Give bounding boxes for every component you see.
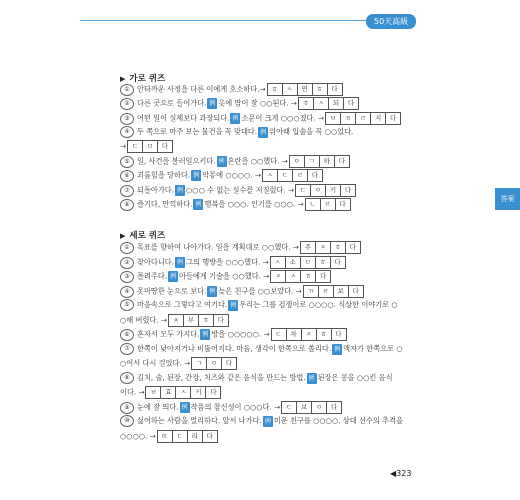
clue-text: 한쪽이 낮아지거나 비뚤어지다. 마음, 생각이 한쪽으로 쏠리다. bbox=[137, 344, 332, 353]
clue-number: ⑤ bbox=[120, 299, 134, 311]
example-tag: 例 bbox=[170, 273, 177, 280]
example-tag: 例 bbox=[230, 301, 237, 309]
clue-row bbox=[120, 314, 400, 327]
answer-cell: 다 bbox=[343, 97, 359, 110]
clue-text: 두 쪽으로 마주 보는 물건을 꼭 맞대다. bbox=[137, 127, 258, 136]
answer-cell: ㄷ bbox=[277, 169, 293, 182]
example-tag: 例 bbox=[193, 172, 200, 179]
clue-text: 김치, 술, 된장, 간장, 치즈와 같은 음식을 만드는 방법. bbox=[137, 373, 306, 382]
example-tag: 例 bbox=[195, 201, 202, 208]
clue-number: ⑥ bbox=[120, 170, 134, 182]
answer-cell: ㅅ bbox=[282, 83, 298, 96]
example-tag: 例 bbox=[209, 100, 216, 107]
clue-example-text: 아들에게 기술을 ○○했다. → bbox=[179, 271, 270, 281]
clue-text: 되돌아가다. bbox=[137, 185, 175, 195]
answer-cell: 키 bbox=[325, 184, 341, 197]
answer-boxes bbox=[128, 140, 173, 153]
clue-number: ① bbox=[120, 242, 134, 254]
answer-cell: 되 bbox=[328, 97, 344, 110]
answer-cell: 부 bbox=[183, 314, 199, 327]
answer-cell: 다 bbox=[315, 270, 331, 283]
answer-cell: ㄹ bbox=[355, 112, 371, 125]
answer-cell: ㅍ bbox=[340, 112, 356, 125]
clue-text: 안타까운 사정을 다른 이에게 호소하다.→ bbox=[137, 84, 266, 94]
clue-example-text: 행복을 ○○○. 인기를 ○○○. → bbox=[204, 199, 304, 209]
clue-row bbox=[120, 357, 400, 370]
clue-text: → bbox=[120, 141, 127, 151]
answer-cell: ㅅ bbox=[270, 256, 286, 269]
answer-cell: 연 bbox=[297, 83, 313, 96]
clue-example-text: 위아래 입술을 꼭 ○○었다. bbox=[269, 127, 354, 136]
answer-cell: ㄸ bbox=[157, 430, 173, 443]
answer-cell: ㅎ bbox=[298, 97, 314, 110]
clue-row bbox=[120, 97, 400, 110]
answer-cell: ㄷ bbox=[172, 430, 188, 443]
clue-number: ③ bbox=[120, 113, 134, 125]
answer-cell: 다 bbox=[334, 155, 350, 168]
example-tag: 例 bbox=[202, 331, 209, 338]
clue-text: 괴롭힘을 당하다. bbox=[137, 170, 191, 180]
example-tag: 例 bbox=[232, 115, 239, 122]
answer-cell: ㅅ bbox=[262, 169, 278, 182]
clue-example-text: 그의 행방을 ○○○했다. → bbox=[186, 257, 269, 267]
clue-row bbox=[120, 285, 400, 298]
answer-cell: 차 bbox=[286, 328, 302, 341]
answer-cell: 지 bbox=[370, 112, 386, 125]
answer-cell: 다 bbox=[157, 140, 173, 153]
example-tag: 例 bbox=[181, 404, 188, 411]
clue-text: 못마땅한 눈으로 보다. bbox=[137, 286, 207, 296]
clue-number: ⑨ bbox=[120, 402, 134, 414]
answer-boxes bbox=[271, 270, 331, 283]
answer-cell: ㅁ bbox=[300, 256, 316, 269]
answer-cell: 주 bbox=[300, 241, 316, 254]
clue-row bbox=[120, 169, 400, 182]
example-tag: 例 bbox=[260, 128, 267, 136]
clue-row bbox=[120, 401, 400, 414]
answer-cell: ㄹ bbox=[318, 285, 334, 298]
answer-boxes bbox=[268, 83, 343, 96]
answer-boxes bbox=[272, 328, 347, 341]
example-tag: 例 bbox=[177, 259, 184, 266]
example-tag: 例 bbox=[264, 417, 271, 425]
clue-text: 싫어하는 사람을 멀리하다. 앞서 나가다. bbox=[137, 416, 262, 425]
answer-boxes bbox=[299, 97, 359, 110]
clue-text: 목표를 향하여 나아가다. 일을 계획대로 ○○했다. → bbox=[137, 242, 299, 252]
answer-cell: 다 bbox=[345, 241, 361, 254]
clue-number: ④ bbox=[120, 126, 134, 138]
answer-cell: ㅅ bbox=[285, 270, 301, 283]
answer-cell: 소 bbox=[285, 256, 301, 269]
answer-cell: 리 bbox=[187, 430, 203, 443]
answer-cell: ㄷ bbox=[271, 328, 287, 341]
clue-number: ④ bbox=[120, 286, 134, 298]
answer-boxes bbox=[158, 430, 218, 443]
triangle-icon: ▶ bbox=[120, 232, 126, 240]
clue-example-text: 우리는 그를 검쟁이로 ○○○○. 식상한 이야기로 ○ bbox=[239, 300, 398, 309]
answer-cell: ㄷ bbox=[127, 140, 143, 153]
answer-cell: ㄷ bbox=[281, 401, 297, 414]
example-tag: 例 bbox=[308, 374, 315, 382]
answer-boxes bbox=[169, 314, 229, 327]
answer-cell: ㅇ bbox=[289, 155, 305, 168]
answer-cell: 하 bbox=[319, 155, 335, 168]
answer-boxes bbox=[282, 401, 342, 414]
clue-number: ② bbox=[120, 257, 134, 269]
clue-example-text: 혼란을 ○○했다. → bbox=[227, 156, 288, 166]
clue-number: ⑦ bbox=[120, 343, 134, 355]
clue-example-text: 악몽에 ○○○○. → bbox=[202, 170, 261, 180]
section-heading bbox=[120, 229, 165, 241]
clue-row bbox=[120, 140, 400, 153]
clue-row bbox=[120, 198, 400, 211]
clue-row bbox=[120, 155, 400, 168]
clue-text: 눈에 잘 띄다. bbox=[137, 402, 179, 412]
clue-number: ⑤ bbox=[120, 156, 134, 168]
answer-cell: 다 bbox=[335, 198, 351, 211]
clue-example-text: 늦은 친구를 ○○보았다. → bbox=[218, 286, 302, 296]
answer-cell: 다 bbox=[385, 112, 401, 125]
answer-cell: 효 bbox=[160, 386, 176, 399]
answer-cell: ㅎ bbox=[316, 328, 332, 341]
answer-cell: ㅂ bbox=[325, 112, 341, 125]
clue-text: 일, 사건을 불러일으키다. bbox=[137, 156, 216, 166]
answer-cell: ㄹ bbox=[320, 198, 336, 211]
clue-row bbox=[120, 299, 400, 311]
clue-row bbox=[120, 184, 400, 197]
clue-number: ② bbox=[120, 98, 134, 110]
header-tag: 50天高級 bbox=[366, 14, 416, 29]
answer-boxes bbox=[306, 198, 351, 211]
answer-cell: ㅎ bbox=[267, 83, 283, 96]
clue-text: 혼자서 모두 가지다. bbox=[137, 329, 200, 339]
answer-boxes bbox=[290, 155, 350, 168]
answer-cell: 다 bbox=[326, 401, 342, 414]
clue-row bbox=[120, 328, 400, 341]
answer-cell: ㄲ bbox=[303, 285, 319, 298]
answer-cell: ㅎ bbox=[300, 270, 316, 283]
clue-number: ⑥ bbox=[120, 329, 134, 341]
clue-row bbox=[120, 343, 403, 355]
clue-number: ① bbox=[120, 84, 134, 96]
answer-cell: 키 bbox=[190, 386, 206, 399]
clue-example-text: 옷에 땀이 잘 ○○된다. → bbox=[218, 98, 297, 108]
clue-example-text: 작품의 참신성이 ○○○다. → bbox=[190, 402, 281, 412]
answer-cell: ㅇ bbox=[206, 357, 222, 370]
answer-cell: ㅇ bbox=[310, 184, 326, 197]
clue-row bbox=[120, 430, 400, 443]
answer-cell: ㄹ bbox=[292, 169, 308, 182]
answer-cell: 다 bbox=[307, 169, 323, 182]
answer-cell: ㅅ bbox=[313, 97, 329, 110]
clue-row bbox=[120, 386, 400, 399]
answer-cell: 다 bbox=[330, 256, 346, 269]
answer-cell: ㅈ bbox=[270, 270, 286, 283]
clue-text: ○○○○. → bbox=[120, 431, 156, 441]
answer-boxes bbox=[304, 285, 364, 298]
clue-number: ③ bbox=[120, 271, 134, 283]
answer-cell: ㅈ bbox=[315, 241, 331, 254]
answer-cell: 다 bbox=[327, 83, 343, 96]
clue-example-text: 액자가 한쪽으로 ○ bbox=[343, 344, 403, 353]
triangle-icon: ▶ bbox=[120, 75, 126, 83]
answer-boxes bbox=[146, 386, 221, 399]
answer-cell: ㄷ bbox=[295, 184, 311, 197]
clue-row bbox=[120, 372, 400, 384]
answer-cell: ㅅ bbox=[175, 386, 191, 399]
answer-cell: ㄴ bbox=[305, 198, 321, 211]
clue-row bbox=[120, 83, 400, 96]
answer-cell: ㅎ bbox=[198, 314, 214, 327]
clue-example-text: 소문이 크게 ○○○졌다. → bbox=[241, 113, 325, 123]
answer-boxes bbox=[263, 169, 323, 182]
clue-row bbox=[120, 415, 403, 427]
answer-cell: 다 bbox=[221, 357, 237, 370]
clue-number: ⑧ bbox=[120, 199, 134, 211]
clue-text: 찾아다니다. bbox=[137, 257, 175, 267]
clue-number: ⑧ bbox=[120, 372, 134, 384]
clue-row bbox=[120, 126, 400, 138]
section-title: 세로 퀴즈 bbox=[129, 231, 166, 241]
clue-example-text: ○○○ 수 없는 실수를 저질렀다. → bbox=[186, 185, 295, 195]
clue-text: 어떤 일이 실제보다 과장되다. bbox=[137, 113, 230, 123]
answer-cell: ㅎ bbox=[315, 256, 331, 269]
answer-cell: ㄱ bbox=[304, 155, 320, 168]
clue-text: 즐기다, 만끽하다. bbox=[137, 199, 193, 209]
clue-row bbox=[120, 270, 400, 283]
example-tag: 例 bbox=[209, 288, 216, 295]
clue-row bbox=[120, 112, 400, 125]
answer-cell: ㅁ bbox=[142, 140, 158, 153]
answer-boxes bbox=[192, 357, 237, 370]
header-rule bbox=[80, 20, 380, 21]
clue-text: 몰려주다. bbox=[137, 271, 168, 281]
example-tag: 例 bbox=[334, 345, 341, 353]
answer-cell: ㅎ bbox=[330, 241, 346, 254]
section-title: 가로 퀴즈 bbox=[129, 74, 166, 84]
clue-text: ○어서 다시 걸었다. → bbox=[120, 358, 191, 368]
clue-row bbox=[120, 256, 400, 269]
clue-row bbox=[120, 241, 400, 254]
answer-cell: 다 bbox=[331, 328, 347, 341]
example-tag: 例 bbox=[218, 158, 225, 165]
clue-text: 이다. → bbox=[120, 387, 145, 397]
clue-example-text: 된장은 콩을 ○○킨 음식 bbox=[317, 373, 393, 382]
answer-cell: ㅊ bbox=[168, 314, 184, 327]
answer-cell: 다 bbox=[348, 285, 364, 298]
clue-example-text: 방을 ○○○○○. → bbox=[211, 329, 270, 339]
clue-number: ⑦ bbox=[120, 185, 134, 197]
answer-cell: ㅎ bbox=[312, 83, 328, 96]
answer-cell: ㅂ bbox=[145, 386, 161, 399]
example-tag: 例 bbox=[177, 187, 184, 194]
answer-boxes bbox=[296, 184, 356, 197]
answer-boxes bbox=[301, 241, 361, 254]
side-tab-answers[interactable]: 答案 bbox=[495, 188, 520, 210]
page-number: ◀323 bbox=[390, 469, 412, 478]
answer-cell: ㅈ bbox=[301, 328, 317, 341]
clue-text: ○해 버렸다. → bbox=[120, 315, 167, 325]
answer-cell: 다 bbox=[202, 430, 218, 443]
answer-cell: 다 bbox=[340, 184, 356, 197]
clue-text: 다른 곳으로 들어가다. bbox=[137, 98, 207, 108]
answer-boxes bbox=[271, 256, 346, 269]
clue-text: 마음속으로 그렇다고 여기다. bbox=[137, 300, 228, 309]
answer-boxes bbox=[326, 112, 401, 125]
answer-cell: ㄱ bbox=[191, 357, 207, 370]
answer-cell: 다 bbox=[205, 386, 221, 399]
answer-cell: ㅇ bbox=[311, 401, 327, 414]
clue-number: ⑩ bbox=[120, 415, 134, 427]
answer-cell: 보 bbox=[333, 285, 349, 298]
answer-cell: 다 bbox=[213, 314, 229, 327]
clue-example-text: 미운 친구를 ○○○○. 상대 선수의 추격을 bbox=[273, 416, 403, 425]
answer-cell: 보 bbox=[296, 401, 312, 414]
